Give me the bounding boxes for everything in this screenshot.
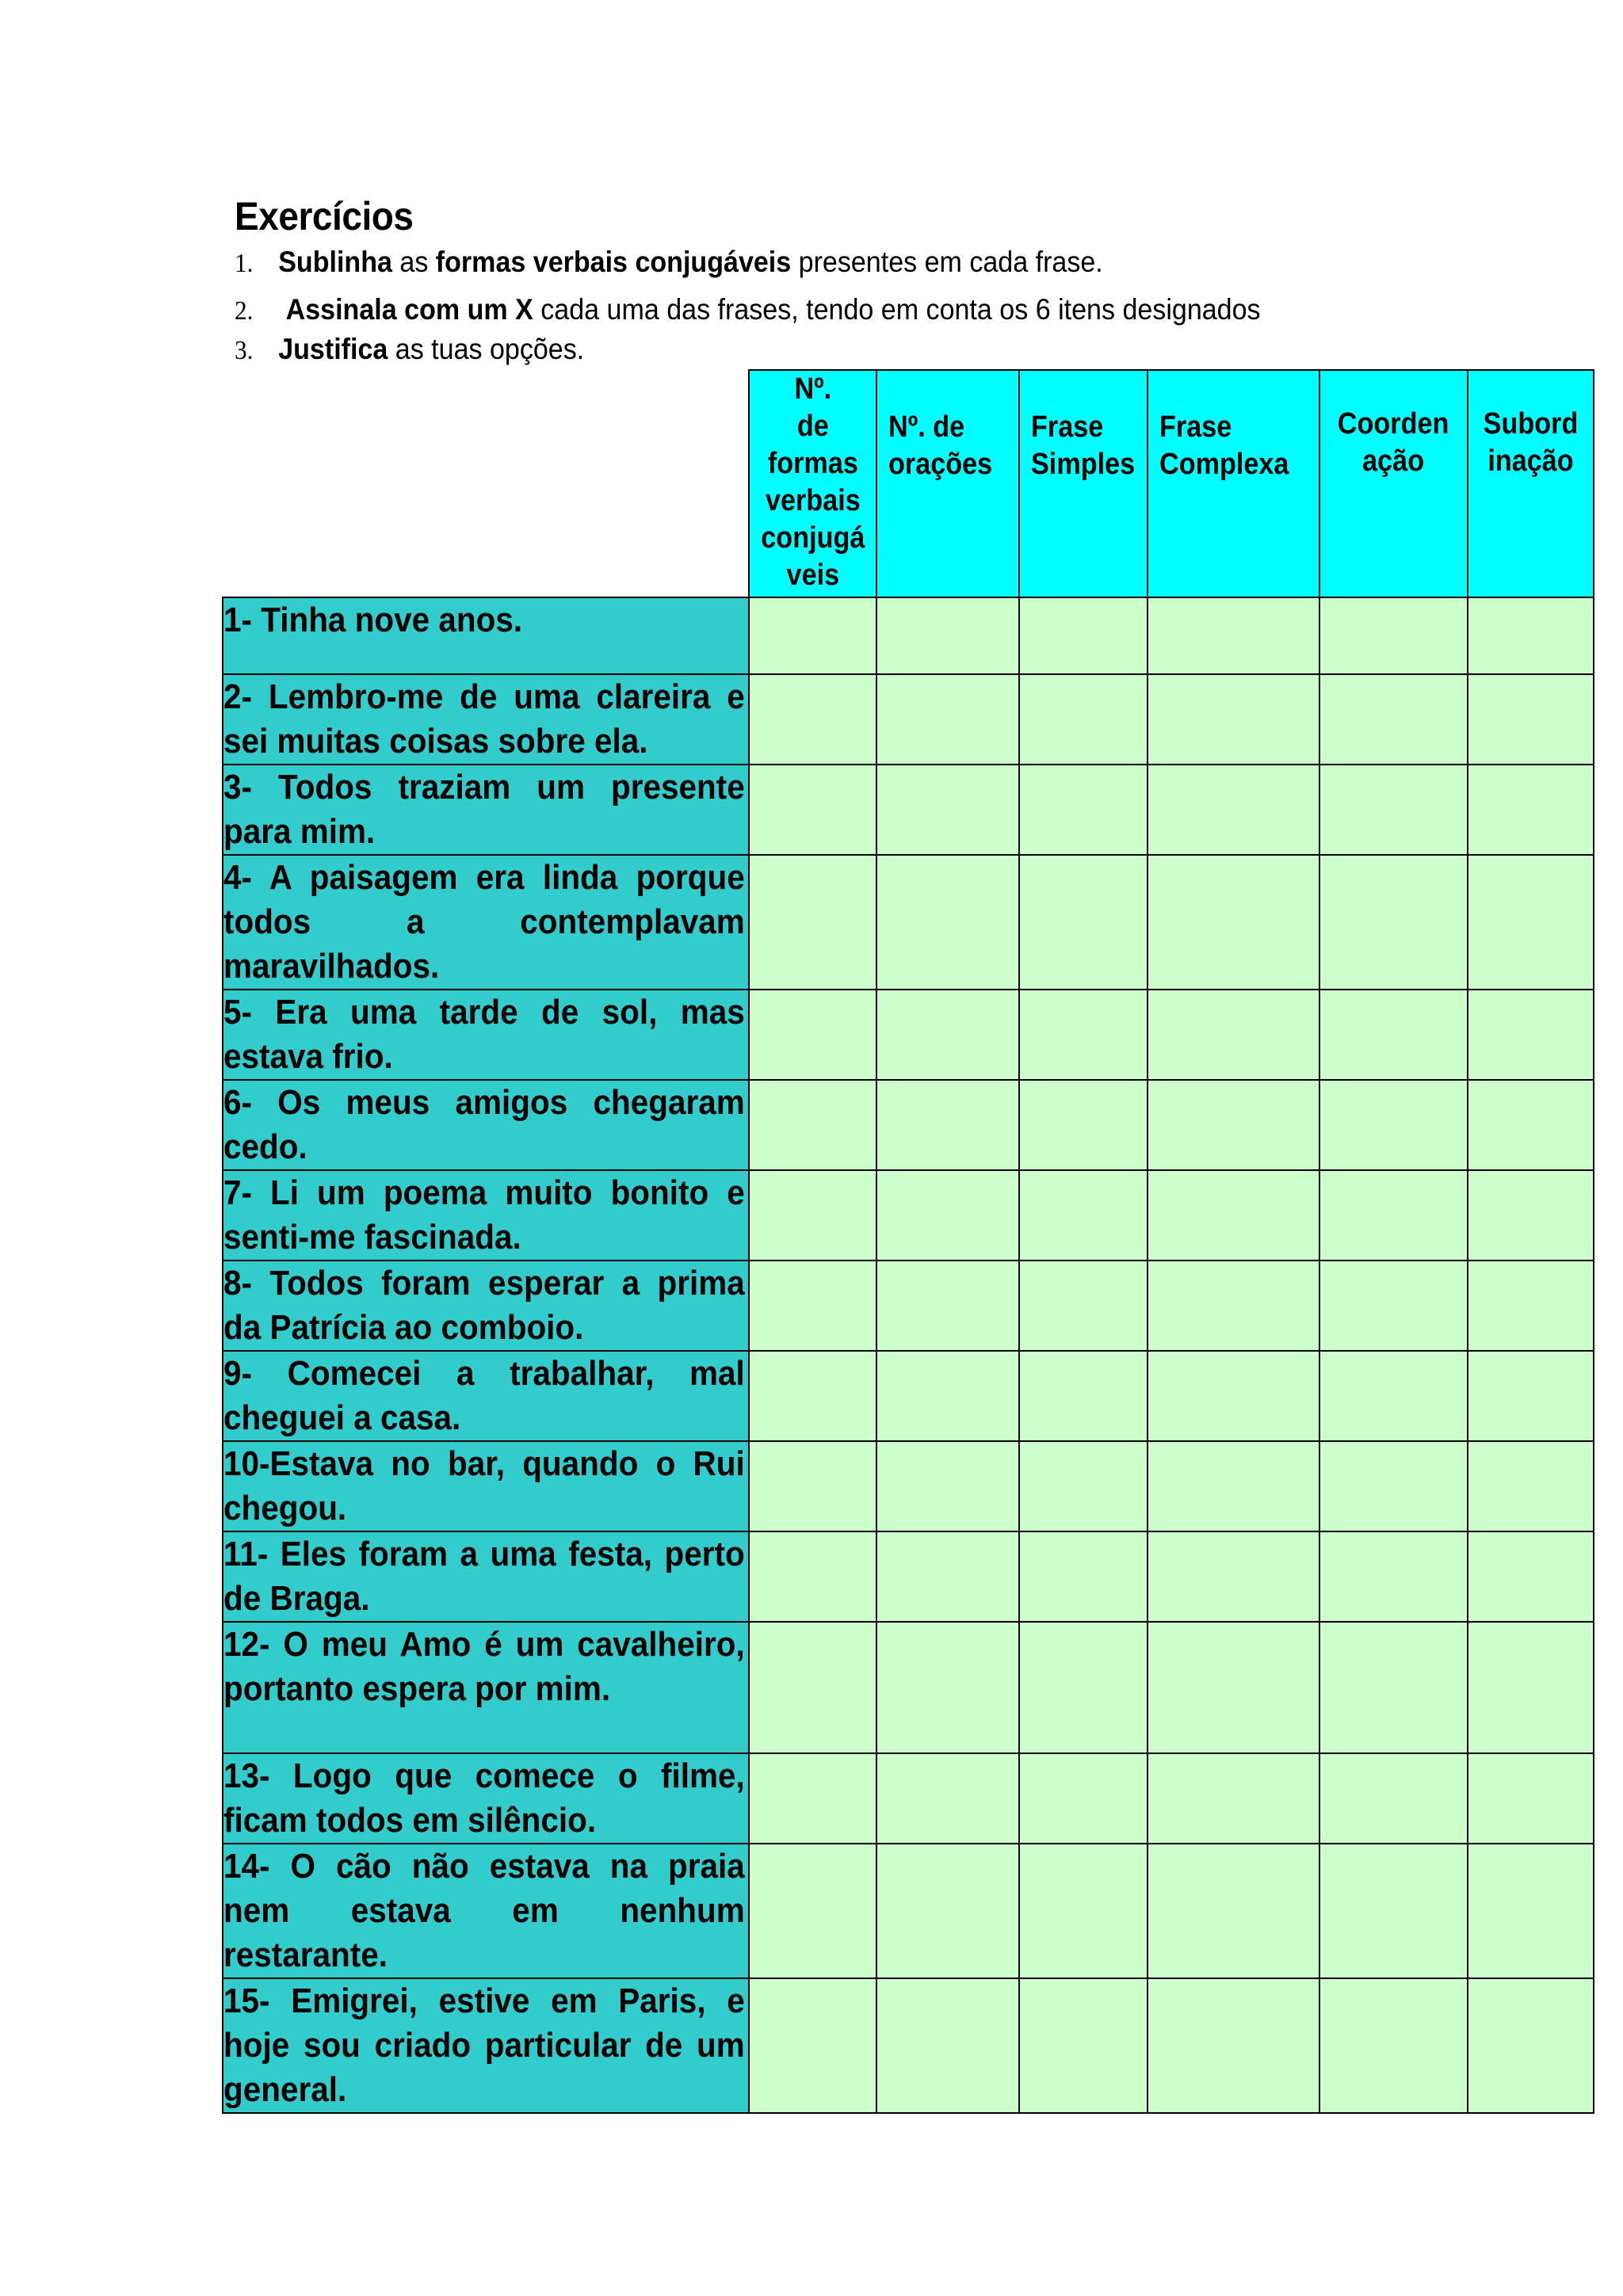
instruction-3	[235, 333, 584, 366]
answer-cell[interactable]	[1468, 855, 1594, 990]
instruction-bold: formas verbais conjugáveis	[435, 246, 792, 278]
answer-cell[interactable]	[749, 1844, 876, 1978]
answer-cell[interactable]	[876, 765, 1019, 855]
answer-cell[interactable]	[1148, 1753, 1319, 1844]
table-row	[223, 1622, 1594, 1753]
answer-cell[interactable]	[749, 765, 876, 855]
answer-cell[interactable]	[1319, 855, 1468, 990]
table-row	[223, 674, 1594, 765]
header-label: Subord inação	[1483, 407, 1579, 478]
instruction-text: presentes em cada frase.	[791, 246, 1103, 278]
answer-cell[interactable]	[1468, 597, 1594, 674]
answer-cell[interactable]	[1148, 1170, 1319, 1261]
instruction-text: cada uma das frases, tendo em conta os 6 itens designados	[533, 293, 1261, 326]
sentence-cell	[223, 674, 749, 765]
answer-cell[interactable]	[1319, 1753, 1468, 1844]
answer-cell[interactable]	[1319, 1622, 1468, 1753]
answer-cell[interactable]	[876, 1622, 1019, 1753]
page-title: Exercícios	[235, 194, 414, 238]
instruction-number: 3.	[235, 336, 254, 365]
answer-cell[interactable]	[1319, 1441, 1468, 1531]
sentence-cell	[223, 597, 749, 674]
table-row	[223, 855, 1594, 990]
header-label: Nº. de orações	[888, 410, 993, 481]
sentence-text: 3- Todos traziam um presente para mim.	[223, 768, 745, 851]
sentence-text: 1- Tinha nove anos.	[223, 601, 523, 639]
answer-cell[interactable]	[1319, 1261, 1468, 1351]
answer-cell[interactable]	[1468, 1351, 1594, 1441]
answer-cell[interactable]	[1019, 1844, 1148, 1978]
header-label: Nº. de formas verbais conjugá veis	[760, 372, 865, 592]
header-label: Coorden ação	[1337, 407, 1449, 478]
header-num-clauses	[876, 370, 1019, 597]
answer-cell[interactable]	[749, 990, 876, 1080]
header-simple-sentence	[1019, 370, 1148, 597]
table-row	[223, 1753, 1594, 1844]
answer-cell[interactable]	[1319, 1080, 1468, 1170]
answer-cell[interactable]	[1148, 1080, 1319, 1170]
answer-cell[interactable]	[1019, 855, 1148, 990]
sentence-text: 9- Comecei a trabalhar, mal cheguei a casa.	[223, 1354, 745, 1437]
sentence-text: 13- Logo que comece o filme, ficam todos em silêncio.	[223, 1756, 745, 1840]
sentence-text: 14- O cão não estava na praia nem estava em nenhum restarante.	[223, 1847, 745, 1974]
table-row	[223, 1261, 1594, 1351]
answer-cell[interactable]	[1319, 1978, 1468, 2113]
answer-cell[interactable]	[1019, 674, 1148, 765]
sentence-cell	[223, 1351, 749, 1441]
answer-cell[interactable]	[1019, 1978, 1148, 2113]
table-row	[223, 1531, 1594, 1622]
answer-cell[interactable]	[1148, 1261, 1319, 1351]
answer-cell[interactable]	[1468, 1170, 1594, 1261]
answer-cell[interactable]	[1468, 674, 1594, 765]
sentence-cell	[223, 1844, 749, 1978]
sentence-text: 11- Eles foram a uma festa, perto de Braga.	[223, 1535, 745, 1618]
instruction-text: as	[391, 246, 436, 278]
table-row	[223, 765, 1594, 855]
header-complex-sentence	[1148, 370, 1319, 597]
answer-cell[interactable]	[1148, 1351, 1319, 1441]
answer-cell[interactable]	[876, 1844, 1019, 1978]
sentence-cell	[223, 1622, 749, 1753]
answer-cell[interactable]	[749, 597, 876, 674]
instruction-number: 2.	[235, 296, 254, 326]
answer-cell[interactable]	[1019, 1531, 1148, 1622]
answer-cell[interactable]	[876, 855, 1019, 990]
sentence-cell	[223, 1261, 749, 1351]
table-header-row	[223, 370, 1594, 597]
answer-cell[interactable]	[1319, 1170, 1468, 1261]
answer-cell[interactable]	[1468, 765, 1594, 855]
answer-cell[interactable]	[1319, 674, 1468, 765]
instruction-1	[235, 246, 1103, 279]
exercise-table	[222, 369, 1594, 2114]
sentence-text: 4- A paisagem era linda porque todos a contemplavam maravilhados.	[223, 858, 745, 986]
answer-cell[interactable]	[1019, 1753, 1148, 1844]
sentence-cell	[223, 1531, 749, 1622]
header-num-verbal-forms	[749, 370, 876, 597]
answer-cell[interactable]	[749, 674, 876, 765]
answer-cell[interactable]	[1019, 1170, 1148, 1261]
answer-cell[interactable]	[1468, 1622, 1594, 1753]
sentence-cell	[223, 1978, 749, 2113]
answer-cell[interactable]	[1468, 1531, 1594, 1622]
answer-cell[interactable]	[1468, 990, 1594, 1080]
sentence-cell	[223, 1080, 749, 1170]
header-label: Frase Simples	[1031, 410, 1136, 481]
answer-cell[interactable]	[1148, 597, 1319, 674]
sentence-text: 7- Li um poema muito bonito e senti-me fascinada.	[223, 1173, 745, 1257]
header-label: Frase Complexa	[1159, 410, 1289, 481]
answer-cell[interactable]	[1148, 674, 1319, 765]
sentence-cell	[223, 1753, 749, 1844]
sentence-text: 6- Os meus amigos chegaram cedo.	[223, 1083, 745, 1166]
sentence-cell	[223, 990, 749, 1080]
answer-cell[interactable]	[749, 1978, 876, 2113]
table-row	[223, 1080, 1594, 1170]
answer-cell[interactable]	[1148, 1844, 1319, 1978]
answer-cell[interactable]	[1319, 990, 1468, 1080]
instruction-bold: Assinala com um X	[285, 293, 533, 326]
answer-cell[interactable]	[1019, 1261, 1148, 1351]
answer-cell[interactable]	[1319, 1844, 1468, 1978]
answer-cell[interactable]	[1468, 1844, 1594, 1978]
answer-cell[interactable]	[1148, 1531, 1319, 1622]
answer-cell[interactable]	[876, 1351, 1019, 1441]
sentence-cell	[223, 855, 749, 990]
answer-cell[interactable]	[1148, 990, 1319, 1080]
answer-cell[interactable]	[876, 1753, 1019, 1844]
answer-cell[interactable]	[1019, 990, 1148, 1080]
answer-cell[interactable]	[1319, 1531, 1468, 1622]
answer-cell[interactable]	[749, 1351, 876, 1441]
sentence-cell	[223, 765, 749, 855]
sentence-text: 2- Lembro-me de uma clareira e sei muitas coisas sobre ela.	[223, 677, 745, 761]
header-blank-cell	[223, 370, 749, 597]
sentence-text: 15- Emigrei, estive em Paris, e hoje sou criado particular de um general.	[223, 1981, 745, 2109]
answer-cell[interactable]	[876, 1978, 1019, 2113]
table-row	[223, 1351, 1594, 1441]
table-row	[223, 1844, 1594, 1978]
answer-cell[interactable]	[1019, 597, 1148, 674]
answer-cell[interactable]	[749, 1261, 876, 1351]
answer-cell[interactable]	[876, 1080, 1019, 1170]
answer-cell[interactable]	[1468, 1753, 1594, 1844]
answer-cell[interactable]	[749, 1753, 876, 1844]
sentence-text: 5- Era uma tarde de sol, mas estava frio.	[223, 993, 745, 1076]
answer-cell[interactable]	[1468, 1441, 1594, 1531]
answer-cell[interactable]	[1468, 1261, 1594, 1351]
answer-cell[interactable]	[1019, 1441, 1148, 1531]
answer-cell[interactable]	[1148, 1978, 1319, 2113]
answer-cell[interactable]	[749, 1441, 876, 1531]
answer-cell[interactable]	[1148, 765, 1319, 855]
table-row	[223, 1170, 1594, 1261]
answer-cell[interactable]	[876, 1441, 1019, 1531]
instruction-bold: Sublinha	[278, 246, 392, 278]
answer-cell[interactable]	[1019, 765, 1148, 855]
sentence-text: 12- O meu Amo é um cavalheiro, portanto espera por mim.	[223, 1625, 745, 1708]
answer-cell[interactable]	[1019, 1622, 1148, 1753]
sentence-cell	[223, 1441, 749, 1531]
answer-cell[interactable]	[1319, 1351, 1468, 1441]
answer-cell[interactable]	[749, 855, 876, 990]
answer-cell[interactable]	[1468, 1978, 1594, 2113]
table-row	[223, 1441, 1594, 1531]
answer-cell[interactable]	[876, 990, 1019, 1080]
answer-cell[interactable]	[1319, 765, 1468, 855]
table-row	[223, 990, 1594, 1080]
answer-cell[interactable]	[876, 1170, 1019, 1261]
answer-cell[interactable]	[749, 1622, 876, 1753]
answer-cell[interactable]	[876, 1531, 1019, 1622]
sentence-text: 10-Estava no bar, quando o Rui chegou.	[223, 1444, 745, 1527]
sentence-text: 8- Todos foram esperar a prima da Patrícia ao comboio.	[223, 1264, 745, 1347]
header-subordination	[1468, 370, 1594, 597]
answer-cell[interactable]	[749, 1170, 876, 1261]
answer-cell[interactable]	[749, 1531, 876, 1622]
table-row	[223, 597, 1594, 674]
answer-cell[interactable]	[1148, 855, 1319, 990]
instruction-2	[235, 293, 1261, 326]
answer-cell[interactable]	[876, 674, 1019, 765]
answer-cell[interactable]	[1019, 1080, 1148, 1170]
answer-cell[interactable]	[1148, 1622, 1319, 1753]
table-row	[223, 1978, 1594, 2113]
answer-cell[interactable]	[1019, 1351, 1148, 1441]
answer-cell[interactable]	[749, 1080, 876, 1170]
sentence-cell	[223, 1170, 749, 1261]
answer-cell[interactable]	[876, 1261, 1019, 1351]
instruction-bold: Justifica	[278, 333, 388, 365]
answer-cell[interactable]	[1468, 1080, 1594, 1170]
answer-cell[interactable]	[1148, 1441, 1319, 1531]
answer-cell[interactable]	[876, 597, 1019, 674]
answer-cell[interactable]	[1319, 597, 1468, 674]
instruction-number: 1.	[235, 249, 254, 278]
header-coordination	[1319, 370, 1468, 597]
instruction-text: as tuas opções.	[388, 333, 585, 365]
